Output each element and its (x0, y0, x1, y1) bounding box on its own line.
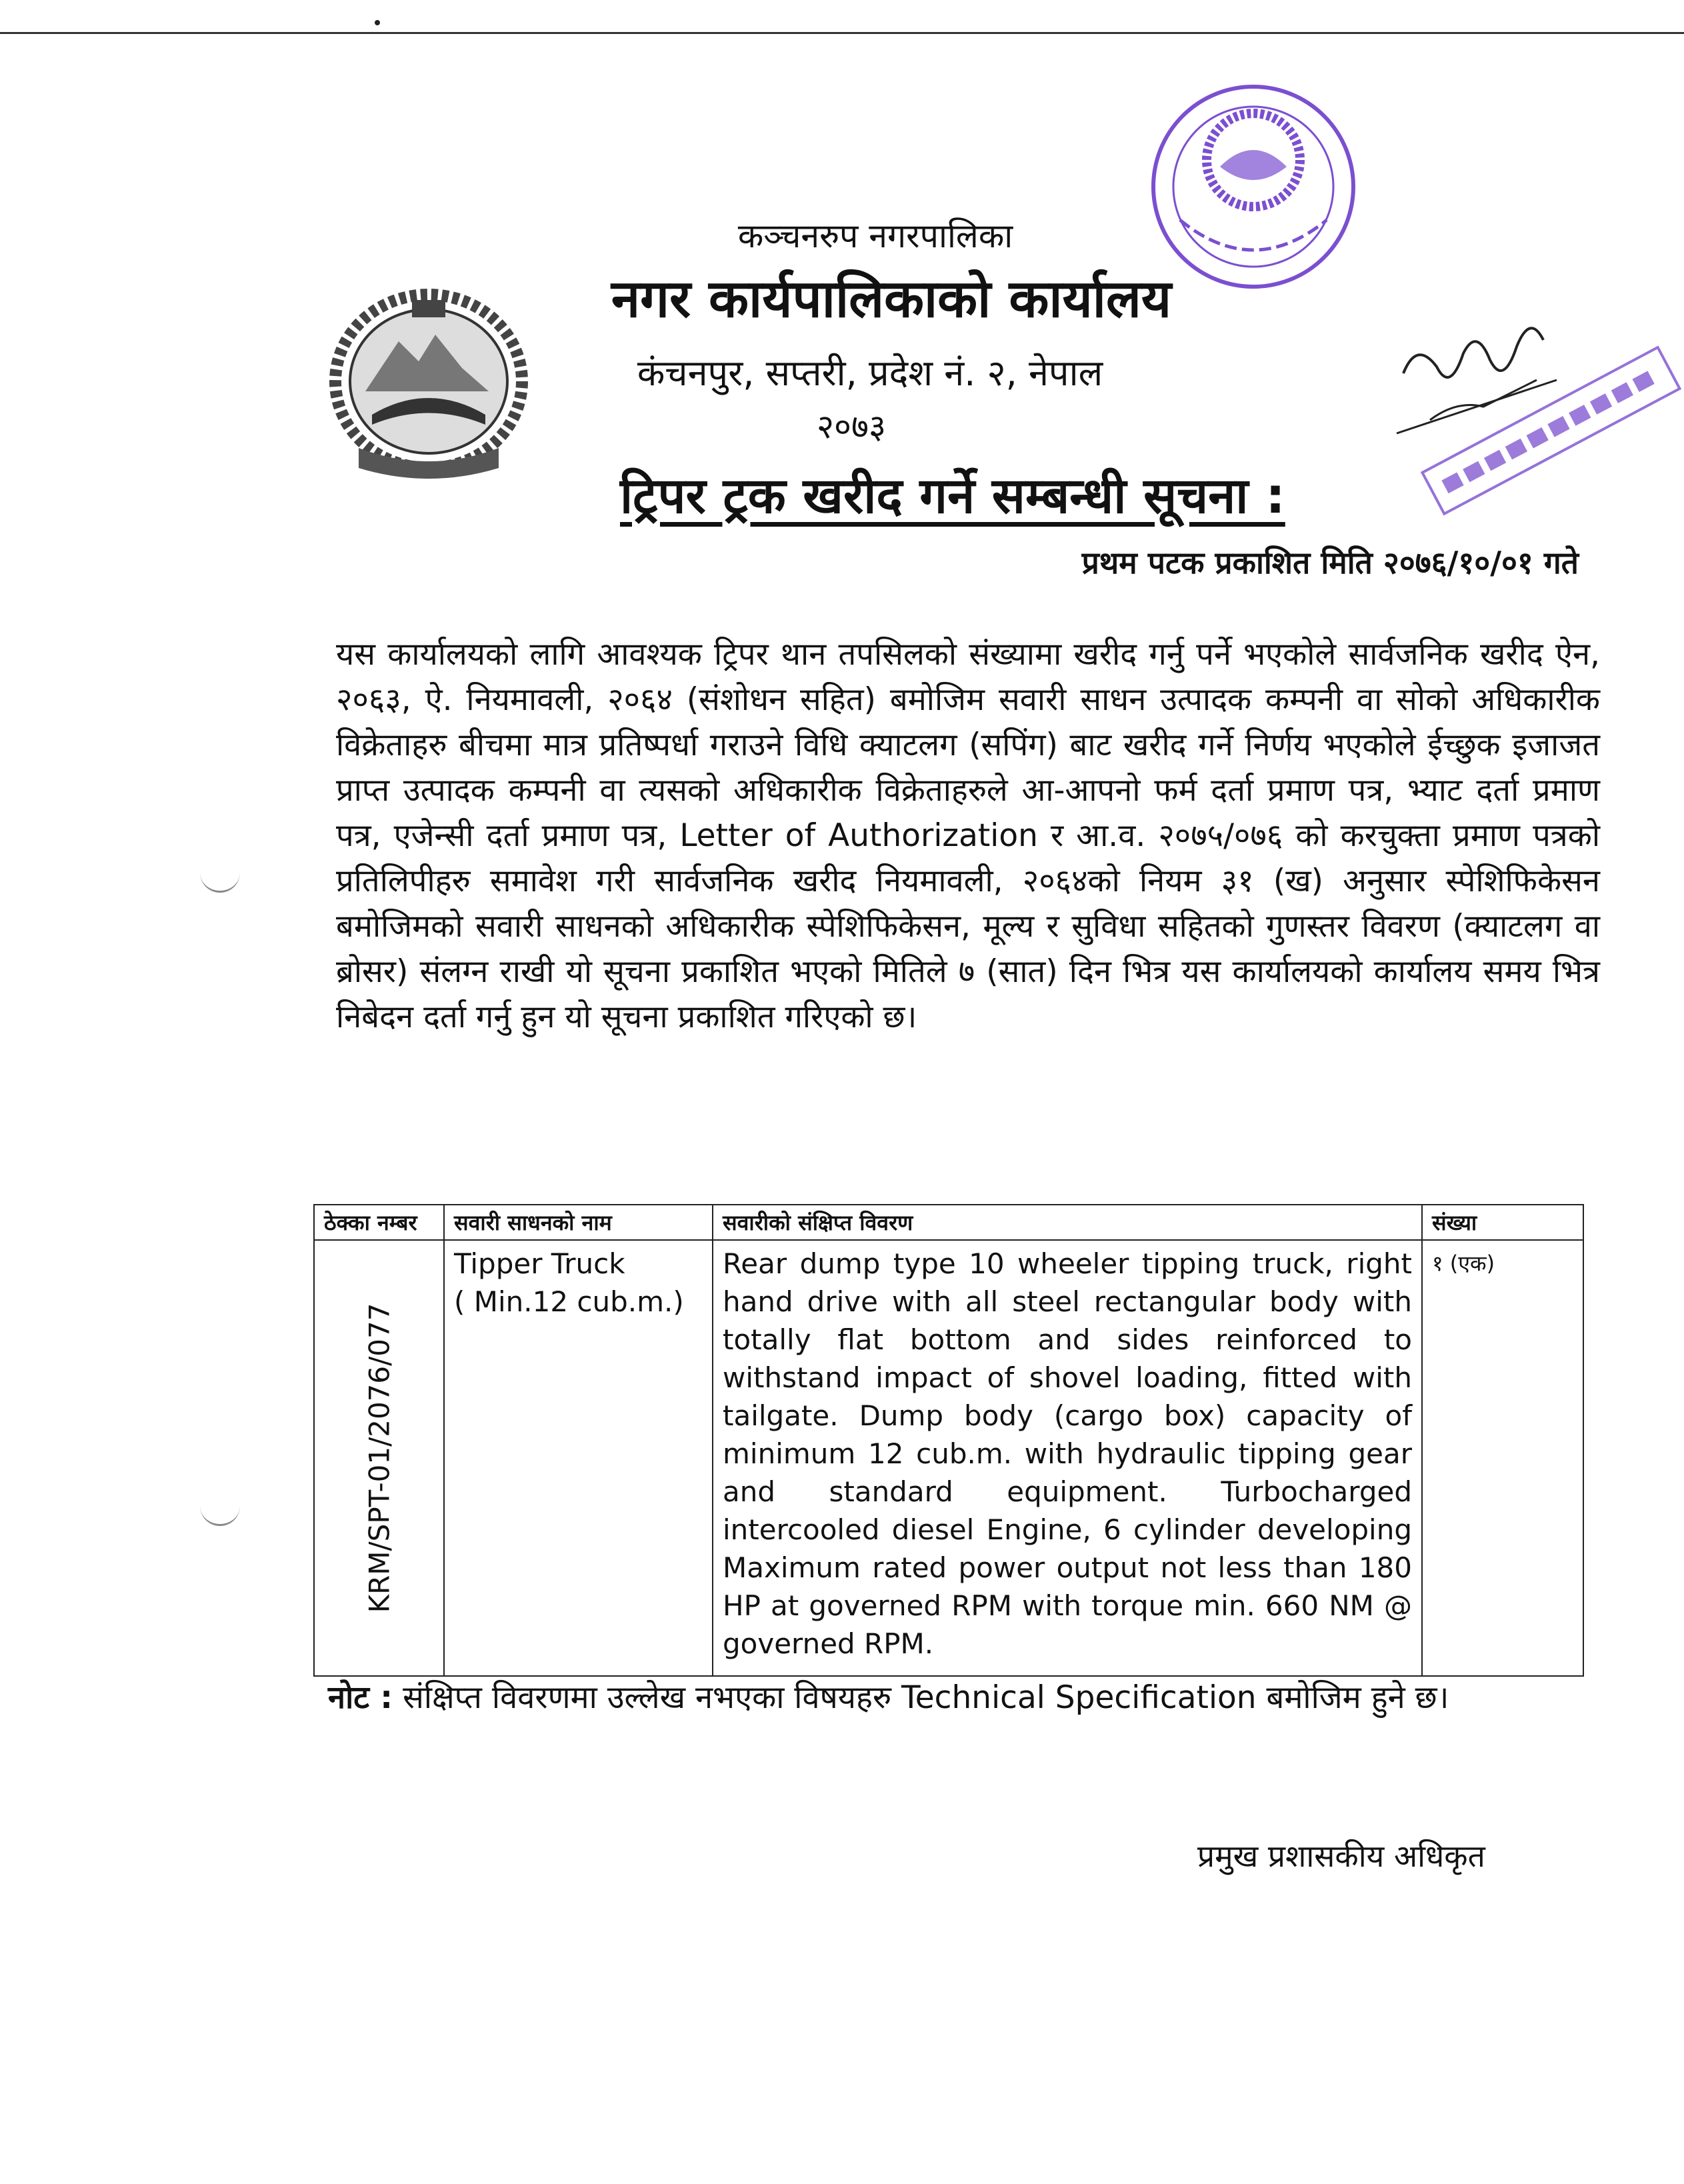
office-seal-icon (1120, 60, 1400, 340)
signatory-title: प्रमुख प्रशासकीय अधिकृत (1197, 1838, 1485, 1874)
contract-no: KRM/SPT-01/2076/077 (363, 1303, 395, 1613)
table-row (314, 1240, 1583, 1676)
office-address: कंचनपुर, सप्तरी, प्रदेश नं. २, नेपाल (637, 352, 1103, 394)
vehicle-capacity: ( Min.12 cub.m.) (454, 1285, 684, 1318)
scan-hole-mark (200, 1500, 240, 1526)
note (328, 1675, 1449, 1717)
note-label: नोट : (328, 1679, 393, 1716)
notice-title: ट्रिपर ट्रक खरीद गर्ने सम्बन्धी सूचना : (620, 467, 1285, 525)
vehicle-name: Tipper Truck (454, 1247, 625, 1280)
notice-body: यस कार्यालयको लागि आवश्यक ट्रिपर थान तपसिलको संख्यामा खरीद गर्नु पर्ने भएकोले सार्वजनिक खरीद ऐन, २०६३, ऐ. नियमावली, २०६४ (संशोधन सहित) बमोजिम सवारी साधन उत्पादक कम्पनी वा सोको अधिकारीक विक्रेताहरु बीचमा मात्र प्रतिष्पर्धा गराउने विधि क्याटलग (सपिंग) बाट खरीद गर्ने निर्णय भएकोले ईच्छुक इजाजत प्राप्त उत्पादक कम्पनी वा त्यसको अधिकारीक विक्रेताहरुले आ-आपनो फर्म दर्ता प्रमाण पत्र, भ्याट दर्ता प्रमाण पत्र, एजेन्सी दर्ता प्रमाण पत्र, Letter of Authorization र आ.व. २०७५/०७६ को करचुक्ता प्रमाण पत्रको प्रतिलिपीहरु समावेश गरी सार्वजनिक खरीद नियमावली, २०६४को नियम ३१ (ख) अनुसार स्पेशिफिकेसन बमोजिमको सवारी साधनको अधिकारीक स्पेशिफिकेसन, मूल्य र सुविधा सहितको गुणस्तर विवरण (क्याटलग वा ब्रोसर) संलग्न राखी यो सूचना प्रकाशित भएको मितिले ७ (सात) दिन भित्र यस कार्यालयको कार्यालय समय भित्र निबेदन दर्ता गर्नु हुन यो सूचना प्रकाशित गरिएको छ। (336, 636, 1600, 1035)
scan-top-edge (0, 32, 1684, 34)
note-text: संक्षिप्त विवरणमा उल्लेख नभएका विषयहरु Technical Specification बमोजिम हुने छ। (403, 1679, 1449, 1716)
header-vehicle-name: सवारी साधनको नाम (444, 1205, 713, 1240)
header-description: सवारीको संक्षिप्त विवरण (713, 1205, 1422, 1240)
vehicle-name-cell (444, 1240, 713, 1676)
designation-stamp-icon (1407, 317, 1684, 557)
table-header-row (314, 1205, 1583, 1240)
vehicle-description: Rear dump type 10 wheeler tipping truck, right hand drive with all steel rectangular body with totally flat bottom and sides reinforced to withstand impact of shovel loading, fitted with tailgate. Dump body (cargo box) capacity of minimum 12 cub.m. with hydraulic tipping gear and standard equipment. Turbocharged intercooled diesel Engine, 6 cylinder developing Maximum rated power output not less than 180 HP at governed RPM with torque min. 660 NM @ governed RPM. (713, 1240, 1422, 1676)
municipality-name: कञ्चनरुप नगरपालिका (737, 217, 1013, 255)
established-year: २०७३ (817, 407, 886, 446)
publication-date: प्रथम पटक प्रकाशित मिति २०७६/१०/०१ गते (1081, 545, 1579, 581)
header-contract-no: ठेक्का नम्बर (314, 1205, 444, 1240)
specification-table (313, 1204, 1584, 1677)
header-quantity: संख्या (1422, 1205, 1583, 1240)
office-name: नगर कार्यपालिकाको कार्यालय (611, 269, 1172, 329)
vehicle-quantity: १ (एक) (1422, 1240, 1583, 1676)
scan-hole-mark (200, 867, 240, 893)
contract-no-cell (314, 1240, 444, 1676)
scan-dot (375, 20, 380, 25)
